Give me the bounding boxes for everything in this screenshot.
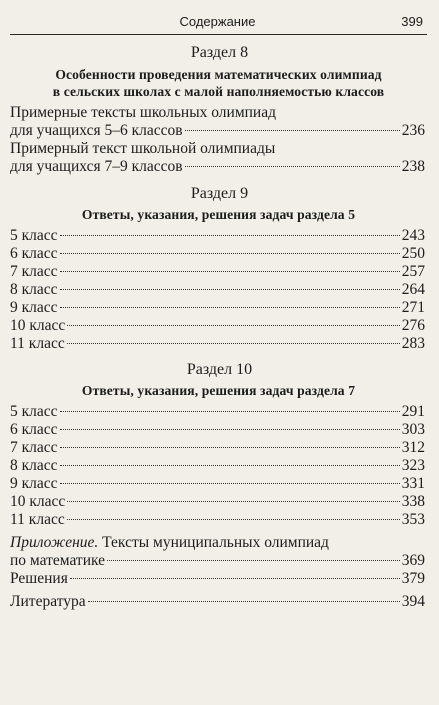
- leader-dots: [60, 253, 400, 254]
- leader-dots: [185, 166, 400, 167]
- section-10-label: Раздел 10: [186, 361, 253, 378]
- toc-entry-s10-grade9[interactable]: [10, 474, 425, 493]
- toc-entry-s9-grade11[interactable]: [10, 334, 425, 353]
- toc-entry-label: 6 класс: [10, 245, 58, 262]
- toc-entry-appendix[interactable]: [10, 551, 425, 570]
- toc-page-number: 238: [401, 158, 425, 175]
- toc-entry-s9-grade5[interactable]: [10, 226, 425, 245]
- header-rule: [10, 34, 427, 35]
- toc-entry-label: для учащихся 7–9 классов: [10, 158, 183, 175]
- toc-entry-label: Примерный текст школьной олимпиады: [10, 140, 276, 157]
- toc-entry-label: 5 класс: [10, 403, 58, 420]
- leader-dots: [60, 289, 400, 290]
- leader-dots: [70, 578, 400, 579]
- toc-page-number: 353: [401, 511, 425, 528]
- toc-entry-label: 6 класс: [10, 421, 58, 438]
- toc-entry-label: Примерные тексты школьных олимпиад: [10, 104, 276, 121]
- toc-entry-label: 11 класс: [10, 335, 65, 352]
- toc-entry-solutions[interactable]: [10, 569, 425, 588]
- toc-entry-label: 10 класс: [10, 493, 66, 510]
- toc-entry-s8-1[interactable]: [10, 121, 425, 140]
- toc-entry-s9-grade6[interactable]: [10, 244, 425, 263]
- toc-entry-label: Литература: [10, 593, 86, 610]
- toc-entry-label: 8 класс: [10, 457, 58, 474]
- toc-entry-literature[interactable]: [10, 592, 425, 611]
- toc-page-number: 291: [401, 403, 425, 420]
- leader-dots: [67, 501, 399, 502]
- leader-dots: [67, 343, 400, 344]
- toc-page-number: 312: [401, 439, 425, 456]
- toc-entry-s9-grade10[interactable]: [10, 316, 425, 335]
- toc-page-number: 369: [401, 552, 425, 569]
- page-number: 399: [401, 14, 423, 29]
- section-8-title-line1: Особенности проведения математических олимпиад: [55, 67, 382, 82]
- toc-page-number: 323: [401, 457, 425, 474]
- section-8-label: Раздел 8: [190, 44, 249, 61]
- toc-entry-label: 8 класс: [10, 281, 58, 298]
- leader-dots: [60, 447, 400, 448]
- toc-page-number: 283: [401, 335, 425, 352]
- toc-entry-label: Решения: [10, 570, 68, 587]
- leader-dots: [107, 560, 400, 561]
- leader-dots: [60, 271, 400, 272]
- toc-page-number: 257: [401, 263, 425, 280]
- section-9-label: Раздел 9: [190, 185, 249, 202]
- leader-dots: [60, 235, 400, 236]
- toc-entry-label: 9 класс: [10, 299, 58, 316]
- leader-dots: [67, 519, 400, 520]
- toc-entry-s10-grade5[interactable]: [10, 402, 425, 421]
- toc-entry-s10-grade11[interactable]: [10, 510, 425, 529]
- toc-page-number: 394: [401, 593, 425, 610]
- toc-entry-s9-grade9[interactable]: [10, 298, 425, 317]
- toc-page-number: 243: [401, 227, 425, 244]
- toc-entry-label: 5 класс: [10, 227, 58, 244]
- toc-entry-s8-2-line1[interactable]: [10, 139, 425, 158]
- toc-entry-s10-grade7[interactable]: [10, 438, 425, 457]
- section-8-title-line2: в сельских школах с малой наполняемостью классов: [52, 84, 385, 99]
- section-10-title: Ответы, указания, решения задач раздела 7: [81, 383, 356, 398]
- toc-page-number: 303: [401, 421, 425, 438]
- leader-dots: [60, 429, 400, 430]
- leader-dots: [60, 465, 400, 466]
- toc-entry-s10-grade10[interactable]: [10, 492, 425, 511]
- leader-dots: [60, 483, 400, 484]
- toc-entry-label: для учащихся 5–6 классов: [10, 122, 183, 139]
- toc-entry-appendix-line1[interactable]: [10, 533, 425, 552]
- toc-entry-label: 7 класс: [10, 263, 58, 280]
- toc-page-number: 271: [401, 299, 425, 316]
- toc-entry-s10-grade6[interactable]: [10, 420, 425, 439]
- toc-entry-s8-2[interactable]: [10, 157, 425, 176]
- leader-dots: [60, 307, 400, 308]
- toc-page-number: 276: [401, 317, 425, 334]
- leader-dots: [185, 130, 400, 131]
- running-header: [10, 11, 425, 31]
- toc-entry-s9-grade7[interactable]: [10, 262, 425, 281]
- toc-entry-s9-grade8[interactable]: [10, 280, 425, 299]
- leader-dots: [67, 325, 399, 326]
- toc-page-number: 264: [401, 281, 425, 298]
- toc-entry-s10-grade8[interactable]: [10, 456, 425, 475]
- toc-entry-s8-1-line1[interactable]: [10, 103, 425, 122]
- toc-page-number: 338: [401, 493, 425, 510]
- toc-page-number: 250: [401, 245, 425, 262]
- toc-entry-label: по математике: [10, 552, 106, 569]
- appendix-italic-prefix: Приложение.: [10, 534, 99, 551]
- toc-page-number: 379: [401, 570, 425, 587]
- leader-dots: [60, 411, 400, 412]
- toc-entry-label: 7 класс: [10, 439, 58, 456]
- toc-entry-label: 10 класс: [10, 317, 66, 334]
- toc-page-number: 236: [401, 122, 425, 139]
- leader-dots: [88, 601, 400, 602]
- toc-entry-label: 9 класс: [10, 475, 58, 492]
- running-title: Содержание: [179, 14, 256, 29]
- section-9-title: Ответы, указания, решения задач раздела 5: [81, 207, 356, 222]
- toc-entry-label: Тексты муниципальных олимпиад: [98, 534, 329, 551]
- toc-page-number: 331: [401, 475, 425, 492]
- toc-entry-label: 11 класс: [10, 511, 65, 528]
